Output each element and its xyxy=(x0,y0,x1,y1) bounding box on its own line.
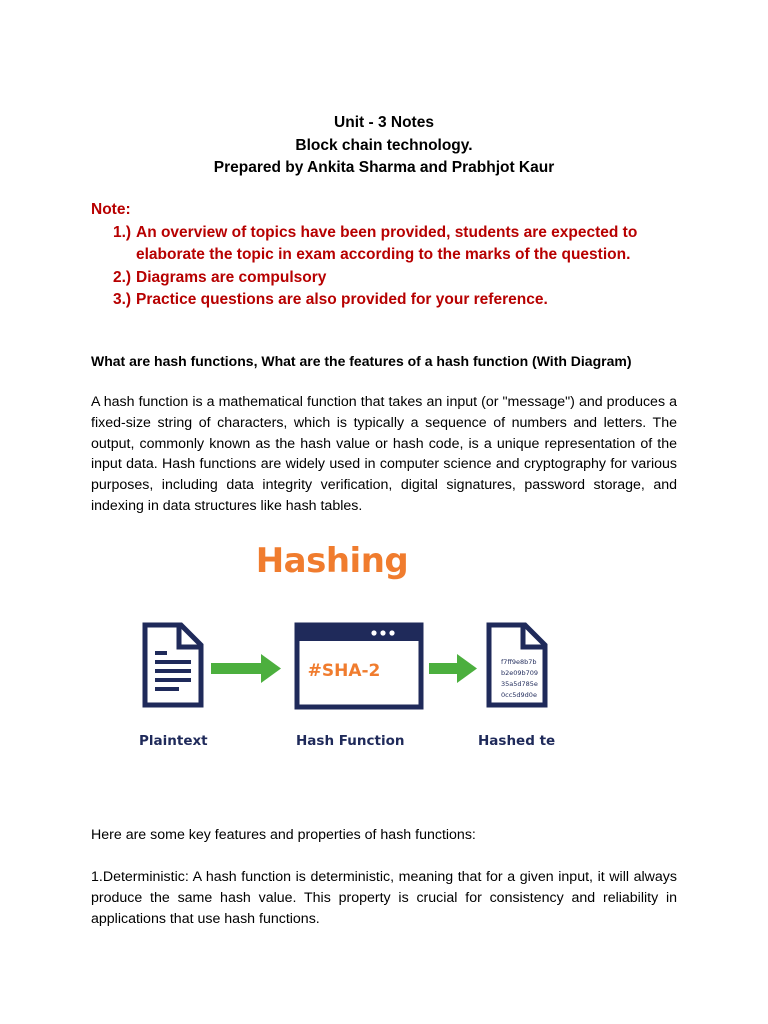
unit-title: Unit - 3 Notes xyxy=(334,114,434,131)
hash-line: 0cc5d9d0e xyxy=(501,691,537,699)
intro-paragraph: A hash function is a mathematical function that takes an input (or "message") and produces a fixed-size string of characters, which is typically a sequence of numbers and letters. The output, commonly known as the hash value or hash code, is a unique representation of the input data. Hash functions are widely used in computer science and cryptography for various purposes, including data integrity verification, digital signatures, password storage, and indexing in data structures like hash tables. xyxy=(91,394,677,514)
note-item xyxy=(91,289,691,312)
note-item-number: 3.) xyxy=(113,291,132,308)
note-item-number: 2.) xyxy=(113,268,132,286)
note-item xyxy=(91,222,691,267)
hashed-document-icon xyxy=(489,625,545,705)
note-item-text: Diagrams are compulsory xyxy=(136,268,327,286)
arrow-right-icon xyxy=(429,654,477,683)
note-item-text: An overview of topics have been provided, students are expected to elaborate the topic in exam according to the marks of the question. xyxy=(136,223,638,263)
note-label: Note: xyxy=(91,201,131,218)
feature-deterministic: 1.Deterministic: A hash function is deterministic, meaning that for a given input, it will always produce the same hash value. This property is crucial for consistency and reliability in applications that use hash functions. xyxy=(91,869,677,927)
authors-line: Prepared by Ankita Sharma and Prabhjot Kaur xyxy=(213,159,555,176)
section-heading: What are hash functions, What are the features of a hash function (With Diagram) xyxy=(91,353,632,369)
hashed-text-label: Hashed te xyxy=(478,733,556,749)
subject-title: Block chain technology. xyxy=(295,136,473,154)
hash-line: b2e09b709 xyxy=(501,669,539,677)
note-item-text: Practice questions are also provided for your reference. xyxy=(136,291,548,308)
diagram-graphics xyxy=(121,533,543,765)
arrow-right-icon xyxy=(211,654,281,683)
hashing-diagram xyxy=(121,533,556,765)
sha-label: #SHA-2 xyxy=(307,661,381,681)
diagram-title: Hashing xyxy=(255,541,409,581)
plaintext-label: Plaintext xyxy=(139,733,208,749)
note-item xyxy=(91,267,691,290)
hash-line: 35a5d785e xyxy=(501,680,538,688)
hash-function-window-icon xyxy=(297,625,421,707)
hash-function-label: Hash Function xyxy=(296,733,405,749)
features-intro: Here are some key features and properties of hash functions: xyxy=(91,827,476,843)
note-block xyxy=(91,199,691,312)
hash-line: f7ff9e8b7b xyxy=(501,658,537,666)
document-header xyxy=(0,112,768,180)
plaintext-document-icon xyxy=(145,625,201,705)
note-item-number: 1.) xyxy=(113,223,132,241)
